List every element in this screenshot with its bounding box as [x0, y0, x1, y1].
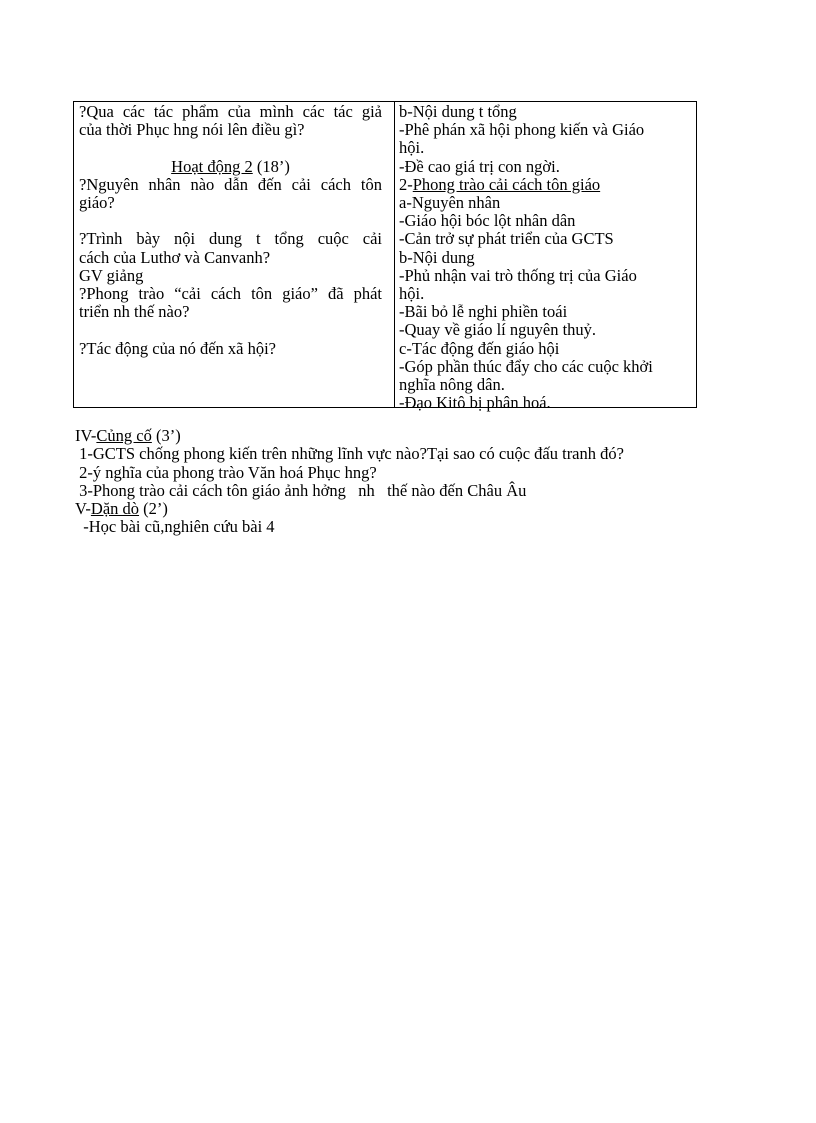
teacher-questions-column: [79, 103, 382, 358]
table-left-line: giáo?: [79, 193, 115, 212]
homework-item: -Học bài cũ,nghiên cứu bài 4: [75, 517, 275, 537]
review-section: [75, 427, 624, 537]
review-item: 2-ý nghĩa của phong trào Văn hoá Phục hng?: [75, 462, 377, 482]
table-right-line: nghĩa nông dân.: [399, 375, 505, 395]
table-left-line: ?Trình bày nội dung t tổng cuộc cải: [79, 229, 382, 249]
table-left-line: GV giảng: [79, 265, 144, 285]
table-left-line: ?Tác động của nó đến xã hội?: [79, 338, 277, 358]
table-right-line: a-Nguyên nhân: [399, 193, 501, 213]
table-left-line: cách của Luthơ và Canvanh?: [79, 247, 271, 267]
table-right-line: -Giáo hội bóc lột nhân dân: [399, 211, 576, 231]
table-left-line: [79, 212, 382, 230]
lesson-table: [73, 101, 697, 413]
review-item: 1-GCTS chống phong kiến trên những lĩnh vực nào?Tại sao có cuộc đấu tranh đó?: [75, 444, 624, 464]
column-divider: [394, 102, 395, 407]
table-right-line: b-Nội dung: [399, 247, 475, 267]
homework-heading: V-Dặn dò (2’): [75, 499, 168, 519]
table-left-line: [79, 139, 382, 157]
table-right-line: -Đề cao giá trị con ngời.: [399, 156, 560, 176]
table-left-line: ?Qua các tác phẩm của mình các tác giả: [79, 102, 382, 121]
review-item: 3-Phong trào cải cách tôn giáo ảnh hởng nh thế nào đến Châu Âu: [75, 480, 527, 500]
table-left-line: ?Nguyên nhân nào dẫn đến cải cách tôn: [79, 174, 382, 194]
table-right-line: -Góp phần thúc đẩy cho các cuộc khởi: [399, 356, 653, 376]
table-left-line: triển nh thế nào?: [79, 302, 190, 322]
lesson-content-column: [399, 103, 695, 412]
table-right-line: -Quay về giáo lí nguyên thuỷ.: [399, 320, 597, 340]
table-left-line: [79, 321, 382, 339]
table-right-line: c-Tác động đến giáo hội: [399, 338, 560, 358]
table-right-line: -Phê phán xã hội phong kiến và Giáo: [399, 120, 645, 140]
table-left-line: của thời Phục hng nói lên điều gì?: [79, 120, 305, 140]
table-right-line: -Đạo Kitô bị phân hoá.: [399, 393, 551, 413]
table-right-line: hội.: [399, 138, 425, 158]
review-heading: IV-Củng cố (3’): [75, 426, 181, 445]
table-right-line: b-Nội dung t tổng: [399, 102, 517, 121]
table-right-line: -Phủ nhận vai trò thống trị của Giáo: [399, 265, 637, 285]
table-right-line: 2-Phong trào cải cách tôn giáo: [399, 174, 601, 194]
table-right-line: -Cản trở sự phát triển của GCTS: [399, 229, 614, 249]
table-right-line: hội.: [399, 284, 425, 304]
table-right-line: -Bãi bỏ lễ nghi phiền toái: [399, 302, 568, 322]
table-left-line: ?Phong trào “cải cách tôn giáo” đã phát: [79, 284, 382, 303]
table-left-line: Hoạt động 2 (18’): [171, 156, 290, 176]
